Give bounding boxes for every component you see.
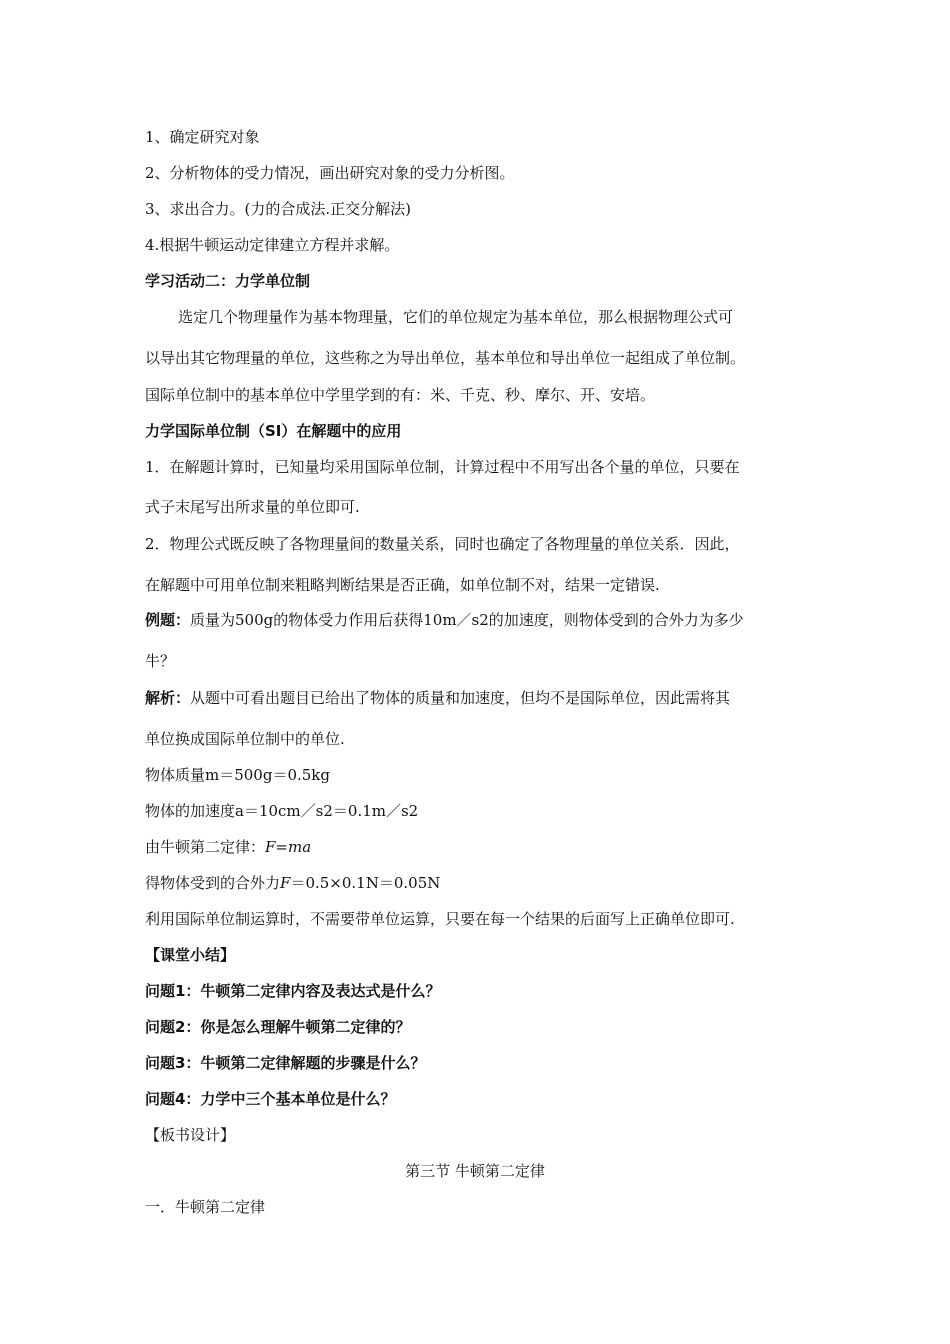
- solution-law: [145, 836, 311, 858]
- force-prefix: 得物体受到的合外力: [145, 874, 281, 892]
- solution-accel: 物体的加速度a＝10cm／s2＝0.1m／s2: [145, 802, 419, 820]
- example-line2: 牛？: [145, 652, 176, 670]
- question-2: 问题2：你是怎么理解牛顿第二定律的？: [145, 1018, 411, 1036]
- si-point2-line2: 在解题中可用单位制来粗略判断结果是否正确，如单位制不对，结果一定错误.: [145, 576, 660, 594]
- unit-paragraph-line1: 选定几个物理量作为基本物理量，它们的单位规定为基本单位，那么根据物理公式可: [178, 308, 734, 326]
- solution-note: 利用国际单位制运算时，不需要带单位运算，只要在每一个结果的后面写上正确单位即可.: [145, 910, 735, 928]
- si-point1-line2: 式子末尾写出所求量的单位即可.: [145, 498, 360, 516]
- solution-mass: 物体质量m＝500g＝0.5kg: [145, 766, 331, 784]
- board-heading: 【板书设计】: [145, 1126, 236, 1144]
- si-point1-line1: 1．在解题计算时，已知量均采用国际单位制，计算过程中不用写出各个量的单位，只要在: [145, 458, 740, 476]
- question-4: 问题4：力学中三个基本单位是什么？: [145, 1090, 396, 1108]
- unit-paragraph-line3: 国际单位制中的基本单位中学里学到的有：米、千克、秒、摩尔、开、安培。: [145, 386, 656, 404]
- force-value: ＝0.5×0.1N＝0.05N: [290, 874, 441, 892]
- activity2-heading: 学习活动二：力学单位制: [145, 272, 311, 290]
- summary-heading: 【课堂小结】: [145, 946, 236, 964]
- analysis-label: 解析：: [145, 689, 191, 707]
- solution-force: [145, 872, 440, 894]
- analysis-text: 从题中可看出题目已给出了物体的质量和加速度，但均不是国际单位，因此需将其: [190, 689, 731, 707]
- section-title: 第三节 牛顿第二定律: [405, 1162, 545, 1180]
- step-4: 4.根据牛顿运动定律建立方程并求解。: [145, 236, 400, 254]
- example-text: 质量为500g的物体受力作用后获得10m／s2的加速度，则物体受到的合外力为多少: [190, 611, 744, 629]
- example-label: 例题：: [145, 611, 191, 629]
- analysis-line1: [145, 687, 730, 709]
- step-2: 2、分析物体的受力情况，画出研究对象的受力分析图。: [145, 164, 515, 182]
- question-3: 问题3：牛顿第二定律解题的步骤是什么？: [145, 1054, 426, 1072]
- analysis-line2: 单位换成国际单位制中的单位.: [145, 730, 345, 748]
- example-line1: [145, 609, 744, 631]
- step-3: 3、求出合力。(力的合成法.正交分解法): [145, 200, 412, 218]
- force-var: F: [280, 874, 291, 892]
- outline-item-1: 一．牛顿第二定律: [145, 1198, 266, 1216]
- step-1: 1、确定研究对象: [145, 128, 260, 146]
- unit-paragraph-line2: 以导出其它物理量的单位，这些称之为导出单位，基本单位和导出单位一起组成了单位制。: [145, 349, 746, 367]
- law-prefix: 由牛顿第二定律：: [145, 838, 266, 856]
- law-formula: F=ma: [265, 838, 312, 856]
- si-heading: 力学国际单位制（SI）在解题中的应用: [145, 422, 402, 440]
- si-point2-line1: 2．物理公式既反映了各物理量间的数量关系，同时也确定了各物理量的单位关系．因此，: [145, 535, 740, 553]
- question-1: 问题1：牛顿第二定律内容及表达式是什么？: [145, 982, 441, 1000]
